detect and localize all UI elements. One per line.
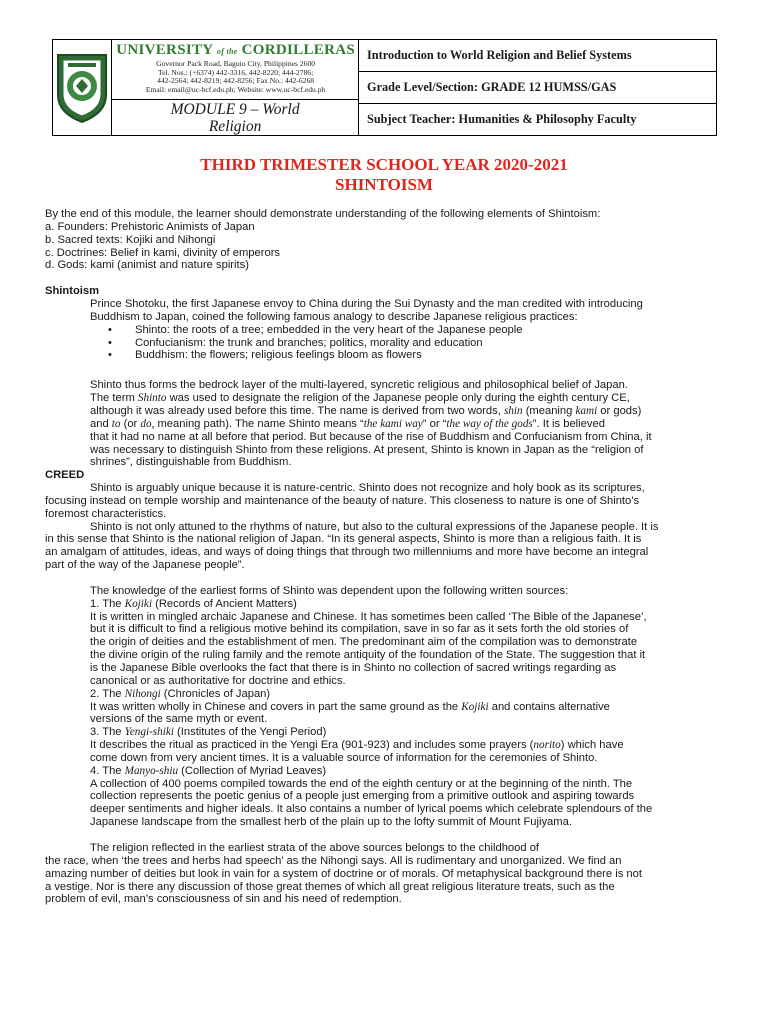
paragraph-line: [45, 701, 735, 714]
text-run: (Collection of Myriad Leaves): [178, 764, 327, 777]
header-right: [359, 40, 716, 135]
paragraph-line: Prince Shotoku, the first Japanese envoy to China during the Sui Dynasty and the man credited with introducing: [90, 298, 643, 311]
text-run-italic: norito: [533, 739, 561, 752]
paragraph-line: Shinto is arguably unique because it is nature-centric. Shinto does not recognize and holy book as its scriptures,: [90, 482, 645, 495]
uni-name-part2: CORDILLERAS: [241, 42, 355, 58]
paragraph-line: canonical or as authoritative for doctrine and ethics.: [90, 674, 346, 687]
paragraph-line: part of the way of the Japanese people”.: [45, 559, 245, 572]
bullet-text: Shinto: the roots of a tree; embedded in the very heart of the Japanese people: [135, 323, 523, 336]
paragraph-line: foremost characteristics.: [45, 507, 167, 520]
text-run: (Chronicles of Japan): [160, 687, 271, 700]
text-run-italic: Manyo-shiu: [124, 764, 179, 777]
paragraph-line: the origin of deities and the establishment of men. The predominant aim of the compilation was to demonstrate: [90, 636, 638, 649]
university-seal-logo: [53, 40, 112, 135]
text-run-italic: Kojiki: [124, 597, 152, 610]
text-run: meaning path). The name Shinto means “: [154, 417, 364, 430]
text-run-italic: kami: [575, 404, 598, 417]
text-run: ” or “: [422, 417, 447, 430]
text-run-italic: the way of the gods: [446, 417, 533, 430]
paragraph-line: [45, 418, 735, 431]
paragraph-line: It is written in mingled archaic Japanese and Chinese. It has sometimes been called ‘The Bible of the Japanese’,: [90, 610, 647, 623]
text-run-italic: Yengi-shiki: [124, 726, 174, 739]
paragraph-line: A collection of 400 poems compiled towards the end of the eighth century or at the beginning of the ninth. The: [90, 777, 633, 790]
text-run: The term: [90, 392, 138, 405]
bullet-item: [45, 324, 735, 337]
page-title-trimester: THIRD TRIMESTER SCHOOL YEAR 2020-2021: [200, 155, 568, 174]
paragraph-line: Shinto thus forms the bedrock layer of the multi-layered, syncretic religious and philosophical belief of Japan.: [90, 379, 628, 392]
paragraph-line: The knowledge of the earliest forms of Shinto was dependent upon the following written sources:: [90, 584, 569, 597]
bullet-text: Buddhism: the flowers; religious feelings bloom as flowers: [135, 349, 422, 362]
source-heading: [45, 726, 735, 739]
heading-creed: CREED: [45, 469, 85, 482]
paragraph-line: Shinto is not only attuned to the rhythms of nature, but also to the cultural expressions of the Japanese people. It is: [90, 520, 659, 533]
course-title: Introduction to World Religion and Belief Systems: [359, 40, 716, 72]
intro-line: a. Founders: Prehistoric Animists of Japan: [45, 220, 255, 233]
bullet-text: Confucianism: the trunk and branches; politics, morality and education: [135, 336, 483, 349]
uni-name-of-the: of the: [216, 47, 238, 56]
paragraph-line: come down from very ancient times. It is a valuable source of information for the ceremonies of Shinto.: [90, 751, 598, 764]
paragraph-line: [45, 392, 735, 405]
paragraph-line: amazing number of deities but look in vain for a system of doctrine or of morals. Of metaphysical background there is not: [45, 867, 642, 880]
paragraph-line: shrines”, distinguishable from Buddhism.: [90, 456, 292, 469]
text-run: (Institutes of the Yengi Period): [173, 726, 327, 739]
text-run: ) which have: [560, 739, 624, 752]
uni-name-part1: UNIVERSITY: [116, 42, 213, 58]
paragraph-line: Buddhism to Japan, coined the following famous analogy to describe Japanese religious practices:: [90, 310, 578, 323]
text-run-italic: to: [111, 417, 121, 430]
paragraph-line: in this sense that Shinto is the national religion of Japan. “In its general aspects, Shinto is more than a religious faith. It is: [45, 533, 642, 546]
page-title-subject: SHINTOISM: [335, 175, 433, 194]
address-line: 442-2564; 442-8219; 442-8256; Fax No.: 442-6268: [157, 76, 315, 86]
intro-line: By the end of this module, the learner should demonstrate understanding of the following elements of Shintoism:: [45, 208, 601, 220]
text-run-italic: Kojiki: [461, 700, 489, 713]
paragraph-line: the race, when ‘the trees and herbs had speech’ as the Nihongi says. All is rudimentary and unorganized. We find an: [45, 854, 622, 867]
text-run: 3. The: [90, 726, 125, 739]
text-run: (Records of Ancient Matters): [151, 597, 297, 610]
intro-line: c. Doctrines: Belief in kami, divinity of emperors: [45, 246, 281, 259]
heading-shintoism: Shintoism: [45, 285, 100, 298]
seal-icon: [54, 51, 110, 125]
text-run-italic: shin: [503, 404, 523, 417]
module-header-table: [52, 39, 717, 136]
text-run-italic: the kami way: [363, 417, 423, 430]
text-run: It was written wholly in Chinese and covers in part the same ground as the: [90, 700, 462, 713]
paragraph-line: The religion reflected in the earliest strata of the above sources belongs to the childhood of: [90, 841, 540, 854]
module-body: [45, 208, 735, 906]
university-info-cell: [112, 40, 358, 135]
paragraph-line: versions of the same myth or event.: [90, 713, 268, 726]
bullet-icon: •: [108, 336, 112, 349]
text-run: (meaning: [522, 404, 576, 417]
subject-teacher: Subject Teacher: Humanities & Philosophy Faculty: [367, 112, 637, 126]
text-run: was used to designate the religion of the Japanese people only during the eighth century CE,: [166, 392, 630, 405]
source-heading: [45, 688, 735, 701]
intro-line: b. Sacred texts: Kojiki and Nihongi: [45, 233, 216, 246]
module-title-line2: Religion: [208, 118, 262, 135]
paragraph-line: problem of evil, man’s consciousness of sin and his need of redemption.: [45, 893, 402, 906]
paragraph-line: the divine origin of the ruling family and the remote antiquity of the foundation of the State. The suggestion that it: [90, 649, 646, 662]
text-run: although it was already used before this time. The name is derived from two words,: [90, 404, 504, 417]
bullet-item: [45, 349, 735, 362]
source-heading: [45, 765, 735, 778]
address-line: Tel. Nos.: (+6374) 442-3316, 442-8220; 444-2786;: [158, 67, 314, 77]
paragraph-line: collection represents the poetic genius of a people just emerging from a primitive outlook and aspiring towards: [90, 790, 635, 803]
paragraph-line: deeper sentiments and higher ideals. It also contains a number of lyrical poems which celebrate splendours of the: [90, 803, 653, 816]
text-run: It describes the ritual as practiced in the Yengi Era (901-923) and includes some prayers (: [90, 739, 534, 752]
paragraph-line: an amalgam of attitudes, ideas, and ways of doing things that through two millenniums and more have become an integral: [45, 546, 649, 559]
header-left: [53, 40, 359, 135]
source-heading: [45, 598, 735, 611]
text-run: (or: [120, 417, 141, 430]
text-run-italic: Nihongi: [124, 687, 161, 700]
text-run: and: [90, 417, 112, 430]
text-run-italic: do,: [140, 417, 155, 430]
paragraph-line: but it is difficult to find a religious motive behind its compilation, save in so far as it sets forth the old stories of: [90, 623, 629, 636]
paragraph-line: focusing instead on temple worship and maintenance of the beauty of nature. This closeness to nature is one of Shinto’s: [45, 494, 640, 507]
address-line: Governor Pack Road, Baguio City, Philippines 2600: [156, 59, 316, 68]
text-run: 2. The: [90, 687, 125, 700]
paragraph-line: was necessary to distinguish Shinto from these religions. At present, Shinto is known in Japan as the “religion of: [90, 443, 644, 456]
intro-line: d. Gods: kami (animist and nature spirits): [45, 259, 249, 272]
module-title-line1: MODULE 9 – World: [170, 101, 300, 118]
module-title: [112, 100, 358, 135]
university-info: [112, 40, 358, 100]
bullet-icon: •: [108, 323, 112, 336]
paragraph-line: a vestige. Nor is there any discussion of those great themes of which all great religious literature treats, such as the: [45, 880, 615, 893]
grade-level: Grade Level/Section: GRADE 12 HUMSS/GAS: [359, 72, 716, 104]
bullet-icon: •: [108, 349, 112, 362]
paragraph-line: [45, 405, 735, 418]
text-run: 1. The: [90, 597, 125, 610]
text-run: ”. It is believed: [532, 417, 605, 430]
address-line: Email: email@uc-bcf.edu.ph; Website: www.uc-bcf.edu.ph: [145, 84, 326, 94]
paragraph-line: [45, 739, 735, 752]
text-run: or gods): [597, 404, 642, 417]
text-run: and contains alternative: [488, 700, 610, 713]
paragraph-line: is the Japanese Bible overlooks the fact that there is in Shinto no collection of sacred writings regarding as: [90, 662, 617, 674]
university-name: [116, 42, 355, 60]
paragraph-line: that it had no name at all before that period. But because of the rise of Buddhism and Confucianism from China, it: [90, 430, 652, 443]
bullet-item: [45, 337, 735, 350]
text-run-italic: Shinto: [137, 392, 167, 405]
paragraph-line: Japanese landscape from the smallest herb of the plain up to the lofty summit of Mount Fujiyama.: [90, 816, 572, 829]
text-run: 4. The: [90, 764, 125, 777]
